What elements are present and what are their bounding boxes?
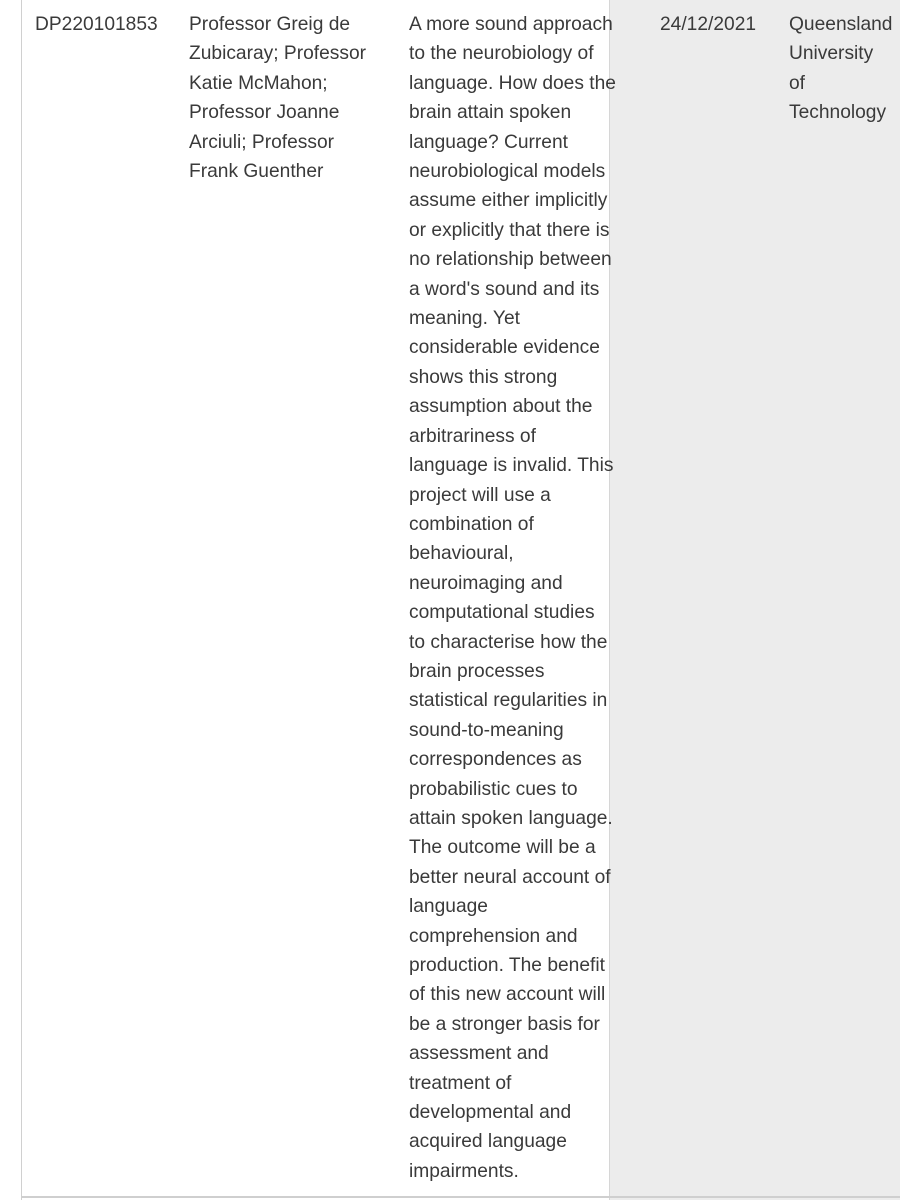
summary-line: A more sound approach xyxy=(409,14,613,35)
organisation-line: of xyxy=(789,72,806,94)
summary-line: developmental and xyxy=(409,1102,572,1124)
summary-line: better neural account of xyxy=(409,866,611,888)
grant-id-cell xyxy=(35,10,158,39)
summary-line: statistical regularities in xyxy=(409,690,608,712)
organisation-line: Technology xyxy=(789,102,887,124)
summary-line: assumption about the xyxy=(409,396,593,418)
summary-line: language is invalid. This xyxy=(409,455,614,477)
summary-line: neuroimaging and xyxy=(409,572,563,594)
announcement-date: 24/12/2021 xyxy=(660,14,757,35)
summary-line: language? Current xyxy=(409,131,568,153)
investigators-line: Zubicaray; Professor xyxy=(189,43,367,65)
summary-line: or explicitly that there is xyxy=(409,219,610,241)
summary-line: production. The benefit xyxy=(409,955,605,976)
investigators-cell xyxy=(189,10,366,186)
summary-line: correspondences as xyxy=(409,749,582,771)
summary-line: behavioural, xyxy=(409,543,514,565)
date-cell xyxy=(660,10,756,39)
summary-line: assessment and xyxy=(409,1043,549,1065)
summary-line: considerable evidence xyxy=(409,337,600,359)
summary-line: The outcome will be a xyxy=(409,837,596,859)
row-bottom-border xyxy=(21,1196,900,1198)
summary-line: a word's sound and its xyxy=(409,278,600,300)
summary-line: combination of xyxy=(409,513,534,535)
investigators-line: Katie McMahon; xyxy=(189,72,328,94)
summary-line: arbitrariness of xyxy=(409,425,536,447)
summary-line: language. How does the xyxy=(409,72,616,94)
summary-line: comprehension and xyxy=(409,925,578,947)
summary-line: brain attain spoken xyxy=(409,102,572,124)
summary-line: assume either implicitly xyxy=(409,190,608,212)
investigators-line: Professor Greig de xyxy=(189,14,351,35)
summary-line: to characterise how the xyxy=(409,631,608,653)
summary-line: be a stronger basis for xyxy=(409,1013,600,1035)
summary-line: treatment of xyxy=(409,1072,512,1094)
grant-id: DP220101853 xyxy=(35,14,158,35)
left-border xyxy=(21,0,22,1200)
summary-line: acquired language xyxy=(409,1131,567,1153)
investigators-line: Arciuli; Professor xyxy=(189,131,335,153)
summary-line: neurobiological models xyxy=(409,161,606,183)
summary-line: no relationship between xyxy=(409,249,612,271)
organisation-line: Queensland xyxy=(789,14,893,35)
summary-line: language xyxy=(409,896,488,918)
summary-line: of this new account will xyxy=(409,984,606,1006)
project-summary-cell xyxy=(409,10,616,1186)
summary-line: computational studies xyxy=(409,602,595,624)
summary-line: sound-to-meaning xyxy=(409,719,564,741)
summary-line: project will use a xyxy=(409,484,551,506)
investigators-line: Professor Joanne xyxy=(189,102,340,124)
summary-line: attain spoken language. xyxy=(409,807,613,829)
summary-line: brain processes xyxy=(409,660,545,682)
summary-line: meaning. Yet xyxy=(409,308,520,330)
investigators-line: Frank Guenther xyxy=(189,161,324,183)
summary-line: to the neurobiology of xyxy=(409,43,594,65)
summary-line: probabilistic cues to xyxy=(409,778,578,800)
summary-line: impairments. xyxy=(409,1160,519,1182)
organisation-cell xyxy=(789,10,892,128)
organisation-line: University xyxy=(789,43,874,65)
shaded-column-background xyxy=(609,0,900,1200)
summary-line: shows this strong xyxy=(409,366,558,388)
